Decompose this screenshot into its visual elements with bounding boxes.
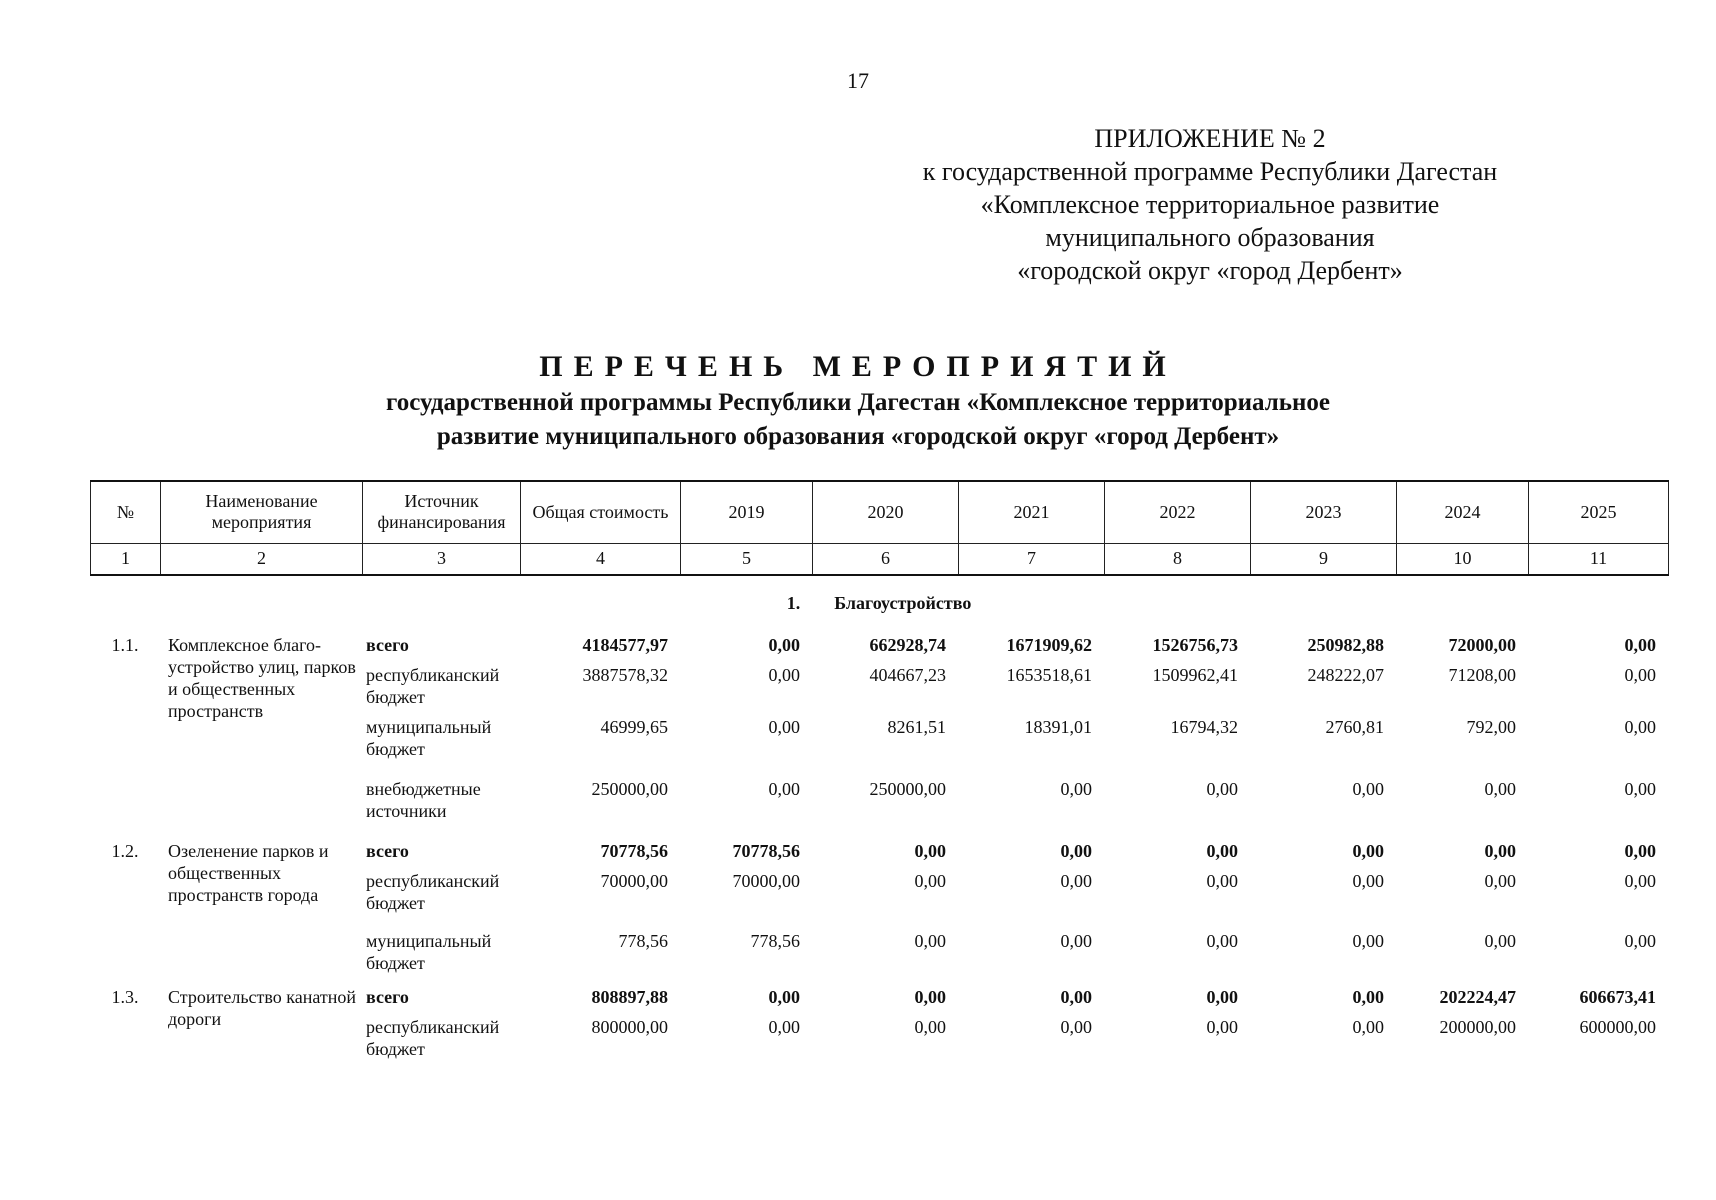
funding-source: всего <box>366 635 409 655</box>
cell-value: 70778,56 <box>600 841 668 861</box>
item-code: 1.1. <box>111 635 139 655</box>
item-name: Строительство канатной дороги <box>168 987 357 1029</box>
cell-value: 250000,00 <box>591 779 668 799</box>
cell-value: 0,00 <box>768 779 800 799</box>
cell-value: 2760,81 <box>1325 717 1384 737</box>
table-row <box>90 834 1668 868</box>
cell-value: 0,00 <box>768 665 800 685</box>
appendix-line-4: муниципального образования <box>1045 223 1375 252</box>
header-year-2022: 2022 <box>1105 481 1251 543</box>
cell-value: 808897,88 <box>591 987 668 1007</box>
cell-value: 250982,88 <box>1307 635 1384 655</box>
cell-value: 0,00 <box>1060 779 1092 799</box>
section-title: Благоустройство <box>834 593 972 613</box>
cell-value: 0,00 <box>1624 635 1657 655</box>
cell-value: 800000,00 <box>591 1017 668 1037</box>
funding-source: республиканский бюджет <box>366 871 500 913</box>
column-number: 2 <box>161 543 363 575</box>
header-number: № <box>91 481 161 543</box>
funding-source: республиканский бюджет <box>366 665 500 707</box>
cell-value: 16794,32 <box>1170 717 1238 737</box>
cell-value: 46999,65 <box>600 717 668 737</box>
cell-value: 0,00 <box>914 931 946 951</box>
cell-value: 0,00 <box>914 841 946 861</box>
column-number: 10 <box>1397 543 1529 575</box>
column-number: 1 <box>91 543 161 575</box>
cell-value: 0,00 <box>1060 871 1092 891</box>
column-number: 3 <box>363 543 521 575</box>
item-code: 1.2. <box>111 841 139 861</box>
cell-value: 0,00 <box>1206 841 1238 861</box>
cell-value: 1526756,73 <box>1152 635 1238 655</box>
cell-value: 0,00 <box>914 1017 946 1037</box>
column-number: 8 <box>1105 543 1251 575</box>
cell-value: 0,00 <box>1060 1017 1092 1037</box>
table-row <box>90 628 1668 662</box>
funding-source: республиканский бюджет <box>366 1017 500 1059</box>
page-number: 17 <box>847 68 869 93</box>
cell-value: 0,00 <box>1352 779 1384 799</box>
column-number: 6 <box>813 543 959 575</box>
item-name: Озеленение парков и общественных пространств города <box>168 841 329 905</box>
cell-value: 0,00 <box>1352 931 1384 951</box>
funding-source: муниципальный бюджет <box>366 717 492 759</box>
cell-value: 0,00 <box>914 871 946 891</box>
table-header <box>90 480 1669 576</box>
cell-value: 1509962,41 <box>1152 665 1238 685</box>
header-year-2020: 2020 <box>813 481 959 543</box>
cell-value: 0,00 <box>1484 779 1516 799</box>
cell-value: 0,00 <box>1352 1017 1384 1037</box>
cell-value: 404667,23 <box>869 665 946 685</box>
cell-value: 600000,00 <box>1579 1017 1657 1037</box>
cell-value: 662928,74 <box>869 635 946 655</box>
header-total-cost: Общая стоимость <box>521 481 681 543</box>
cell-value: 1671909,62 <box>1006 635 1092 655</box>
cell-value: 0,00 <box>768 635 800 655</box>
cell-value: 0,00 <box>768 987 800 1007</box>
cell-value: 0,00 <box>1484 841 1516 861</box>
title-sub-2: развитие муниципального образования «городской округ «город Дербент» <box>436 423 1280 450</box>
cell-value: 72000,00 <box>1448 635 1516 655</box>
cell-value: 606673,41 <box>1579 987 1657 1007</box>
cell-value: 778,56 <box>618 931 668 951</box>
item-name: Комплексное благо-устройство улиц, парков и общественных пространств <box>168 635 356 721</box>
activities-table <box>90 592 1668 1066</box>
cell-value: 0,00 <box>1624 665 1657 685</box>
cell-value: 0,00 <box>1206 871 1238 891</box>
header-year-2025: 2025 <box>1529 481 1669 543</box>
cell-value: 0,00 <box>1352 841 1384 861</box>
column-number: 7 <box>959 543 1105 575</box>
section-number: 1. <box>786 593 801 613</box>
cell-value: 250000,00 <box>869 779 946 799</box>
header-year-2019: 2019 <box>681 481 813 543</box>
cell-value: 8261,51 <box>887 717 946 737</box>
cell-value: 792,00 <box>1466 717 1516 737</box>
funding-source: внебюджетные источники <box>366 779 481 821</box>
column-number: 11 <box>1529 543 1669 575</box>
cell-value: 4184577,97 <box>582 635 668 655</box>
funding-source: всего <box>366 987 409 1007</box>
title-main: ПЕРЕЧЕНЬ МЕРОПРИЯТИЙ <box>539 350 1177 383</box>
item-code: 1.3. <box>111 987 139 1007</box>
cell-value: 0,00 <box>1206 931 1238 951</box>
appendix-line-1: ПРИЛОЖЕНИЕ № 2 <box>1094 124 1326 153</box>
table-row <box>90 980 1668 1014</box>
cell-value: 70778,56 <box>732 841 800 861</box>
cell-value: 0,00 <box>1484 931 1516 951</box>
cell-value: 0,00 <box>1060 841 1092 861</box>
appendix-line-5: «городской округ «город Дербент» <box>1017 256 1403 285</box>
cell-value: 0,00 <box>1206 779 1238 799</box>
cell-value: 0,00 <box>768 1017 800 1037</box>
cell-value: 70000,00 <box>732 871 800 891</box>
cell-value: 778,56 <box>750 931 800 951</box>
cell-value: 200000,00 <box>1439 1017 1516 1037</box>
cell-value: 202224,47 <box>1439 987 1516 1007</box>
cell-value: 0,00 <box>1206 1017 1238 1037</box>
appendix-line-2: к государственной программе Республики Дагестан <box>922 157 1498 186</box>
cell-value: 0,00 <box>1624 931 1657 951</box>
cell-value: 0,00 <box>768 717 800 737</box>
appendix-block <box>900 122 1520 287</box>
cell-value: 18391,01 <box>1024 717 1092 737</box>
cell-value: 0,00 <box>1624 779 1657 799</box>
cell-value: 0,00 <box>1206 987 1238 1007</box>
document-title <box>0 348 1716 454</box>
cell-value: 0,00 <box>1060 987 1092 1007</box>
cell-value: 3887578,32 <box>582 665 668 685</box>
cell-value: 0,00 <box>914 987 946 1007</box>
funding-source: муниципальный бюджет <box>366 931 492 973</box>
header-funding-source: Источник финансирования <box>363 481 521 543</box>
cell-value: 71208,00 <box>1448 665 1516 685</box>
column-number: 4 <box>521 543 681 575</box>
header-year-2024: 2024 <box>1397 481 1529 543</box>
cell-value: 248222,07 <box>1307 665 1384 685</box>
cell-value: 0,00 <box>1060 931 1092 951</box>
title-sub-1: государственной программы Республики Дагестан «Комплексное территориальное <box>385 389 1331 416</box>
cell-value: 0,00 <box>1484 871 1516 891</box>
header-year-2021: 2021 <box>959 481 1105 543</box>
cell-value: 0,00 <box>1624 841 1657 861</box>
funding-source: всего <box>366 841 409 861</box>
column-number: 9 <box>1251 543 1397 575</box>
cell-value: 0,00 <box>1352 871 1384 891</box>
cell-value: 0,00 <box>1624 717 1657 737</box>
section-row <box>90 592 1668 628</box>
cell-value: 1653518,61 <box>1006 665 1092 685</box>
appendix-line-3: «Комплексное территориальное развитие <box>980 190 1440 219</box>
cell-value: 0,00 <box>1352 987 1384 1007</box>
column-number: 5 <box>681 543 813 575</box>
cell-value: 0,00 <box>1624 871 1657 891</box>
header-year-2023: 2023 <box>1251 481 1397 543</box>
header-activity-name: Наименование мероприятия <box>161 481 363 543</box>
cell-value: 70000,00 <box>600 871 668 891</box>
